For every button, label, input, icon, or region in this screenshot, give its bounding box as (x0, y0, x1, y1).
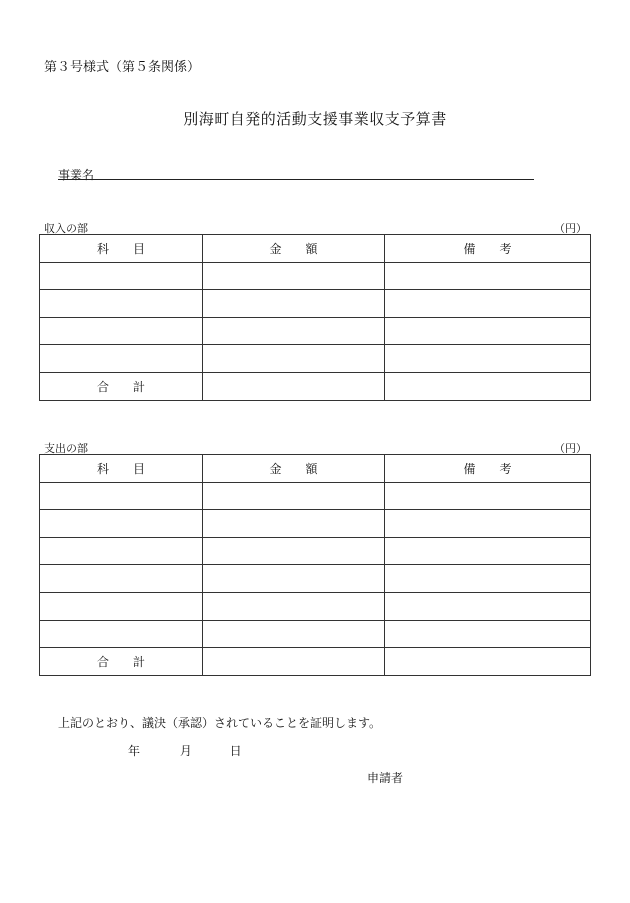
table-row (40, 345, 591, 373)
total-notes-cell[interactable] (385, 372, 591, 400)
amount-cell[interactable] (203, 565, 385, 593)
amount-cell[interactable] (203, 262, 385, 290)
item-cell[interactable] (40, 482, 203, 510)
income-unit-label: （円） (554, 222, 587, 235)
total-amount-cell[interactable] (203, 648, 385, 676)
item-cell[interactable] (40, 290, 203, 318)
notes-cell[interactable] (385, 565, 591, 593)
total-amount-cell[interactable] (203, 372, 385, 400)
item-cell[interactable] (40, 620, 203, 648)
income-total-row (40, 372, 591, 400)
notes-cell[interactable] (385, 620, 591, 648)
certification-statement: 上記のとおり、議決（承認）されていることを証明します。 (58, 716, 382, 730)
item-cell[interactable] (40, 317, 203, 345)
item-cell[interactable] (40, 592, 203, 620)
total-notes-cell[interactable] (385, 648, 591, 676)
notes-cell[interactable] (385, 482, 591, 510)
item-cell[interactable] (40, 345, 203, 373)
expense-table (39, 454, 591, 676)
amount-cell[interactable] (203, 537, 385, 565)
amount-cell[interactable] (203, 620, 385, 648)
table-row (40, 317, 591, 345)
income-header-row (40, 235, 591, 263)
table-row (40, 537, 591, 565)
expense-header-row (40, 455, 591, 483)
page-title: 別海町自発的活動支援事業収支予算書 (183, 110, 447, 128)
date-year-label: 年 (128, 744, 141, 758)
amount-cell[interactable] (203, 592, 385, 620)
table-row (40, 565, 591, 593)
date-line (128, 742, 242, 759)
column-header-item: 科目 (40, 455, 203, 483)
income-table (39, 234, 591, 401)
amount-cell[interactable] (203, 345, 385, 373)
amount-cell[interactable] (203, 482, 385, 510)
notes-cell[interactable] (385, 592, 591, 620)
notes-cell[interactable] (385, 510, 591, 538)
amount-cell[interactable] (203, 317, 385, 345)
item-cell[interactable] (40, 537, 203, 565)
total-label: 合計 (40, 648, 203, 676)
total-label: 合計 (40, 372, 203, 400)
notes-cell[interactable] (385, 537, 591, 565)
table-row (40, 510, 591, 538)
table-row (40, 290, 591, 318)
project-name-field[interactable] (58, 179, 534, 180)
expense-total-row (40, 648, 591, 676)
item-cell[interactable] (40, 510, 203, 538)
table-row (40, 592, 591, 620)
notes-cell[interactable] (385, 290, 591, 318)
income-section-label: 収入の部 (44, 222, 88, 235)
amount-cell[interactable] (203, 290, 385, 318)
notes-cell[interactable] (385, 262, 591, 290)
item-cell[interactable] (40, 262, 203, 290)
applicant-label: 申請者 (367, 771, 404, 785)
notes-cell[interactable] (385, 345, 591, 373)
item-cell[interactable] (40, 565, 203, 593)
expense-section-label: 支出の部 (44, 442, 88, 455)
date-day-label: 日 (229, 744, 242, 758)
notes-cell[interactable] (385, 317, 591, 345)
column-header-amount: 金額 (203, 455, 385, 483)
date-month-label: 月 (179, 744, 192, 758)
column-header-notes: 備考 (385, 235, 591, 263)
table-row (40, 482, 591, 510)
table-row (40, 262, 591, 290)
expense-unit-label: （円） (554, 442, 587, 455)
column-header-notes: 備考 (385, 455, 591, 483)
amount-cell[interactable] (203, 510, 385, 538)
column-header-amount: 金額 (203, 235, 385, 263)
column-header-item: 科目 (40, 235, 203, 263)
project-name-label: 事業名 (58, 168, 95, 182)
table-row (40, 620, 591, 648)
form-number: 第３号様式（第５条関係） (44, 60, 201, 75)
